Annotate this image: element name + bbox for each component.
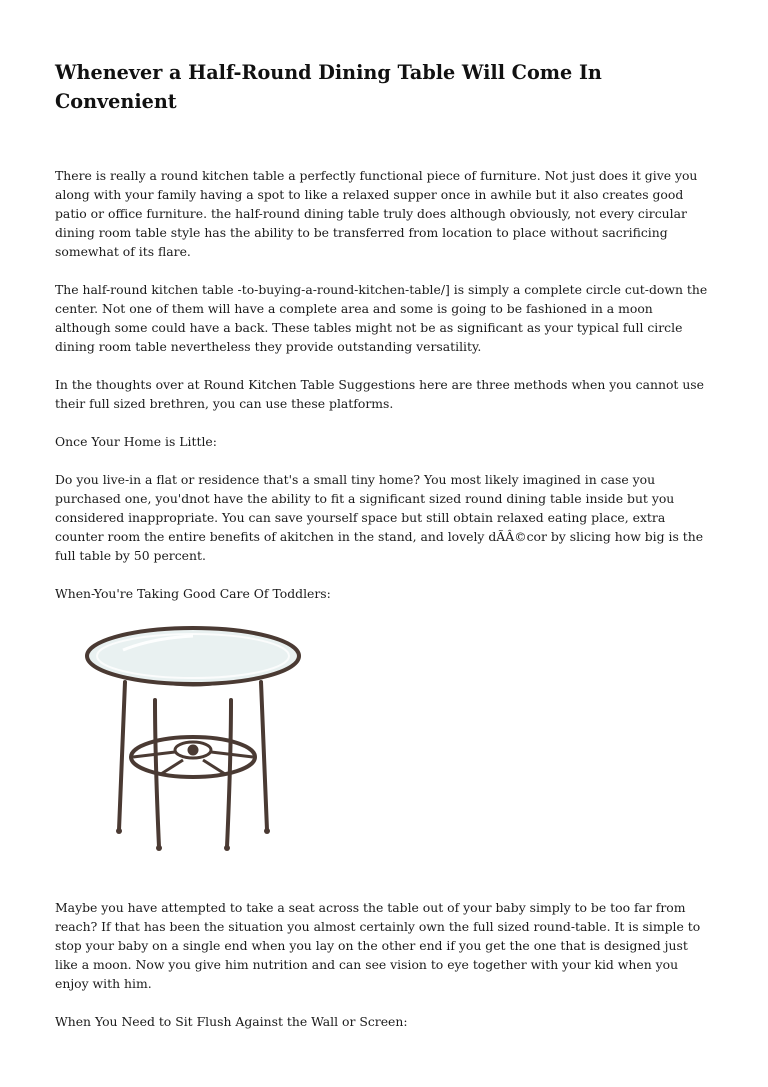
- paragraph-small-home: Do you live-in a flat or residence that's a small tiny home? You most likely imagined in case you purchased one, you'dnot have the ability to fit a significant sized round dining table inside but you considered inappropriate. You can save yourself space but still obtain relaxed eating place, extra counter room the entire benefits of akitchen in the stand, and lovely dÃÂ©cor by slicing how big is the full table by 50 percent.: [55, 472, 704, 563]
- document-page: [55, 58, 711, 1050]
- round-table-image: [63, 622, 323, 872]
- article-title: Whenever a Half-Round Dining Table Will Come In Convenient: [55, 61, 602, 113]
- paragraph-suggestions: In the thoughts over at Round Kitchen Table Suggestions here are three methods when you cannot use their full sized brethren, you can use these platforms.: [55, 377, 704, 411]
- subheading-small-home: Once Your Home is Little:: [55, 434, 217, 449]
- table-center-ornament: [175, 742, 211, 758]
- paragraph-half-round-definition: The half-round kitchen table -to-buying-a-round-kitchen-table/] is simply a complete circle cut-down the center. Not one of them will have a complete area and some is going to be fashioned in a moon although some could have a back. These tables might not be as significant as your typical full circle dining room table nevertheless they provide outstanding versatility.: [55, 282, 708, 354]
- subheading-toddlers: When-You're Taking Good Care Of Toddlers:: [55, 586, 331, 601]
- round-table-illustration: [63, 622, 323, 872]
- subheading-flush-wall: When You Need to Sit Flush Against the Wall or Screen:: [55, 1014, 408, 1029]
- table-leg-right: [261, 682, 267, 830]
- paragraph-toddlers: Maybe you have attempted to take a seat across the table out of your baby simply to be too far from reach? If that has been the situation you almost certainly own the full sized round-table. It is simple to stop your baby on a single end when you lay on the other end if you get the one that is designed just like a moon. Now you give him nutrition and can see vision to eye together with your kid when you enjoy with him.: [55, 900, 701, 991]
- paragraph-intro: There is really a round kitchen table a perfectly functional piece of furniture. Not just does it give you along with your family having a spot to like a relaxed supper once in awhile but it also creates good patio or office furniture. the half-round dining table truly does although obviously, not every circular dining room table style has the ability to be transferred from location to place without sacrificing somewhat of its flare.: [55, 168, 698, 259]
- table-leg-left: [119, 682, 125, 830]
